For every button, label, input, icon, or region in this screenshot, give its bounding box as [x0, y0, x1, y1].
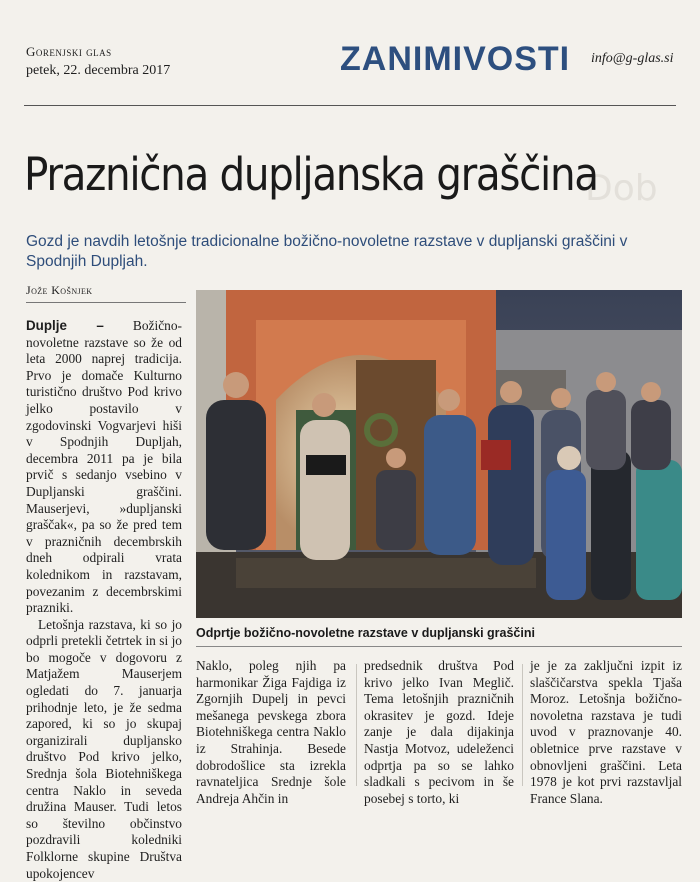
column-divider	[356, 664, 357, 786]
article-lead: Gozd je navdih letošnje tradicionalne božično-novoletne razstave v dupljanski graščini v Spodnjih Dupljah.	[26, 233, 628, 270]
caption-divider	[196, 646, 682, 647]
text-column-1	[26, 318, 182, 882]
article-headline: Praznična dupljanska graščina	[24, 148, 598, 201]
paragraph-text: Božično-novoletne razstave so že od leta 2000 naprej tradicija. Prvo je domače Kulturno turistično društvo Pod krivo jelko postavilo v zgodovinski Vogvarjevi hiši v Spodnjih Dupljah, decembra 2011 pa je bila prvič s sedanjo vsebino v Dupljanski graščini. Mauserjevi, »dupljanski graščak«, pa so že pred tem v prazničnih decembrskih dneh odpirali vrata kolednikom in razstavam, povezanim z decembrskimi prazniki.	[26, 318, 182, 616]
paragraph: Naklo, poleg njih pa harmonikar Žiga Fajdiga iz Zgornjih Dupelj in pevci mešanega pevskega zbora Biotehniškega centra Naklo iz Strahinja. Besede dobrodošlice sta izrekla ravnateljica Srednje šole Andreja Ahčin in	[196, 658, 346, 806]
header-divider	[24, 105, 676, 106]
issue-date: petek, 22. decembra 2017	[26, 63, 171, 78]
paragraph: predsednik društva Pod krivo jelko Ivan Meglič. Tema letošnjih prazničnih okrasitev je gozd. Ideje zanje je dala dijakinja Nastja Motvoz, udeleženci odprtja pa so se lahko sladkali s pecivom in še posebej s torto, ki	[364, 658, 514, 806]
column-divider	[522, 664, 523, 786]
article-author: Jože Košnjek	[26, 283, 186, 303]
text-column-2	[196, 658, 346, 807]
text-column-3	[364, 658, 514, 807]
article-photo	[196, 290, 682, 618]
paragraph	[26, 318, 182, 617]
text-column-4	[530, 658, 682, 807]
photo-illustration	[196, 290, 682, 618]
paragraph: je je za zaključni izpit iz slaščičarstva spekla Tjaša Moroz. Letošnja božično-novoletna razstava je tudi uvod v praznovanje 40. obletnice prve razstave v obnovljeni graščini. Leta 1978 je kot prvi razstavljal France Slana.	[530, 658, 682, 806]
section-title: ZANIMIVOSTI	[340, 40, 571, 78]
photo-caption: Odprtje božično-novoletne razstave v dupljanski graščini	[196, 626, 535, 640]
contact-email: info@g-glas.si	[591, 51, 674, 66]
publication-name: Gorenjski glas	[26, 44, 112, 59]
paragraph: Letošnja razstava, ki so jo odprli pretekli četrtek in si jo bo mogoče v dogovoru z Matjažem Mauserjem ogledati do 7. januarja prihodnje leto, je že sedma zapored, ki so jo skupaj organizirali dupljansko društvo Pod krivo jelko, Srednja šola Biotehniškega centra Naklo in seveda družina Mauser. Tudi letos so številno občinstvo pozdravili koledniki Folklorne skupine Društva upokojencev	[26, 616, 182, 881]
show-through-text: Dob	[585, 168, 658, 209]
dateline: Duplje –	[26, 318, 104, 333]
